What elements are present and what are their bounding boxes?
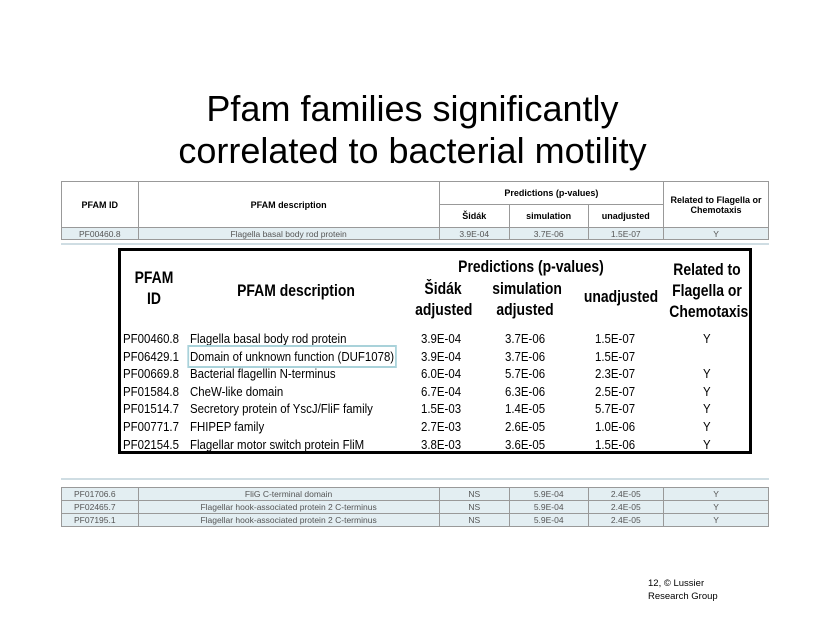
cell-id: PF01514.7 [123, 401, 179, 417]
header-predictions: Predictions (p-values) [458, 257, 604, 276]
cell-unadjusted: 1.5E-07 [588, 228, 664, 240]
cell-simulation: 3.7E-06 [505, 348, 546, 364]
cell-unadjusted: 1.0E-06 [595, 418, 636, 434]
header-desc: PFAM description [237, 281, 355, 300]
cell-desc: Flagellar hook-associated protein 2 C-terminus [138, 501, 439, 514]
table-divider [61, 243, 769, 245]
cell-related: Y [664, 228, 769, 240]
highlight-table [118, 248, 752, 454]
cell-sidak: 1.5E-03 [421, 401, 462, 417]
cell-related: Y [703, 366, 711, 382]
cell-desc: Flagella basal body rod protein [138, 228, 439, 240]
table-row [62, 488, 769, 501]
cell-related: Y [703, 418, 711, 434]
bg-header-predictions: Predictions (p-values) [439, 182, 663, 205]
cell-id: PF07195.1 [62, 514, 139, 527]
cell-id: PF02465.7 [62, 501, 139, 514]
cell-unadjusted: 5.7E-07 [595, 401, 636, 417]
bg-header-desc: PFAM description [138, 182, 439, 228]
bg-header-simulation: simulation [509, 205, 588, 228]
cell-unadjusted: 1.5E-07 [595, 331, 636, 346]
cell-sidak: 2.7E-03 [421, 418, 462, 434]
header-simulation: simulation adjusted [492, 279, 562, 319]
cell-desc: Flagellar motor switch protein FliM [190, 436, 365, 452]
title-line-1: Pfam families significantly [206, 88, 619, 129]
cell-unadjusted: 2.5E-07 [595, 383, 636, 399]
cell-related: Y [664, 488, 769, 501]
cell-desc: Flagellar hook-associated protein 2 C-terminus [138, 514, 439, 527]
header-sidak: Šidák adjusted [415, 279, 473, 319]
cell-simulation: 5.9E-04 [509, 514, 588, 527]
cell-related: Y [703, 401, 711, 417]
cell-sidak: NS [439, 514, 509, 527]
cell-simulation: 2.6E-05 [505, 418, 546, 434]
cell-id: PF06429.1 [123, 348, 179, 364]
cell-unadjusted: 2.4E-05 [588, 501, 664, 514]
cell-sidak: 3.8E-03 [421, 436, 462, 452]
cell-id: PF00771.7 [123, 418, 179, 434]
cell-sidak: NS [439, 488, 509, 501]
cell-id: PF00460.8 [62, 228, 139, 240]
cell-related: Y [703, 383, 711, 399]
cell-sidak: 3.9E-04 [439, 228, 509, 240]
table-row [121, 348, 749, 366]
cell-unadjusted: 1.5E-07 [595, 348, 636, 364]
cell-desc: Flagella basal body rod protein [190, 331, 347, 346]
bg-header-sidak: Šidák [439, 205, 509, 228]
background-table [61, 181, 769, 240]
bg-header-related: Related to Flagella or Chemotaxis [664, 182, 769, 228]
cell-desc: FHIPEP family [190, 418, 265, 434]
cell-desc: Bacterial flagellin N-terminus [190, 366, 336, 382]
cell-simulation: 3.7E-06 [505, 331, 546, 346]
cell-related: Y [664, 501, 769, 514]
table-row [62, 228, 769, 240]
cell-unadjusted: 2.4E-05 [588, 488, 664, 501]
cell-id: PF02154.5 [123, 436, 179, 452]
cell-sidak: 6.0E-04 [421, 366, 462, 382]
cell-unadjusted: 2.3E-07 [595, 366, 636, 382]
footer-line-1: 12, © Lussier [648, 578, 705, 589]
table-divider [61, 478, 769, 480]
cell-unadjusted: 2.4E-05 [588, 514, 664, 527]
table-row [121, 436, 749, 454]
cell-simulation: 5.9E-04 [509, 501, 588, 514]
header-related: Related to Flagella or Chemotaxis [669, 260, 749, 321]
cell-desc: Secretory protein of YscJ/FliF family [190, 401, 373, 417]
slide-footer [648, 577, 718, 603]
cell-related: Y [664, 514, 769, 527]
table-row [62, 501, 769, 514]
cell-id: PF00460.8 [123, 331, 179, 346]
cell-id: PF00669.8 [123, 366, 179, 382]
title-line-2: correlated to bacterial motility [178, 130, 647, 171]
cell-simulation: 1.4E-05 [505, 401, 546, 417]
header-unadjusted: unadjusted [583, 287, 659, 306]
cell-simulation: 3.6E-05 [505, 436, 546, 452]
cell-unadjusted: 1.5E-06 [595, 436, 636, 452]
header-id: PFAM ID [134, 268, 174, 308]
background-table-bottom [61, 487, 769, 527]
footer-line-2: Research Group [648, 591, 718, 602]
cell-id: PF01706.6 [62, 488, 139, 501]
cell-desc-highlighted: Domain of unknown function (DUF1078) [190, 348, 395, 364]
table-row [121, 418, 749, 436]
cell-related: Y [703, 331, 711, 346]
slide-title [0, 88, 825, 172]
table-row [121, 400, 749, 418]
cell-simulation: 3.7E-06 [509, 228, 588, 240]
cell-related: Y [703, 436, 711, 452]
cell-desc: CheW-like domain [190, 383, 284, 399]
cell-simulation: 5.9E-04 [509, 488, 588, 501]
cell-sidak: 3.9E-04 [421, 348, 462, 364]
table-row [121, 383, 749, 401]
cell-sidak: NS [439, 501, 509, 514]
cell-simulation: 6.3E-06 [505, 383, 546, 399]
cell-id: PF01584.8 [123, 383, 179, 399]
cell-simulation: 5.7E-06 [505, 366, 546, 382]
bg-header-unadjusted: unadjusted [588, 205, 664, 228]
cell-sidak: 6.7E-04 [421, 383, 462, 399]
cell-desc: FliG C-terminal domain [138, 488, 439, 501]
table-row [121, 330, 749, 348]
bg-header-id: PFAM ID [62, 182, 139, 228]
table-row [121, 365, 749, 383]
table-row [62, 514, 769, 527]
cell-sidak: 3.9E-04 [421, 331, 462, 346]
